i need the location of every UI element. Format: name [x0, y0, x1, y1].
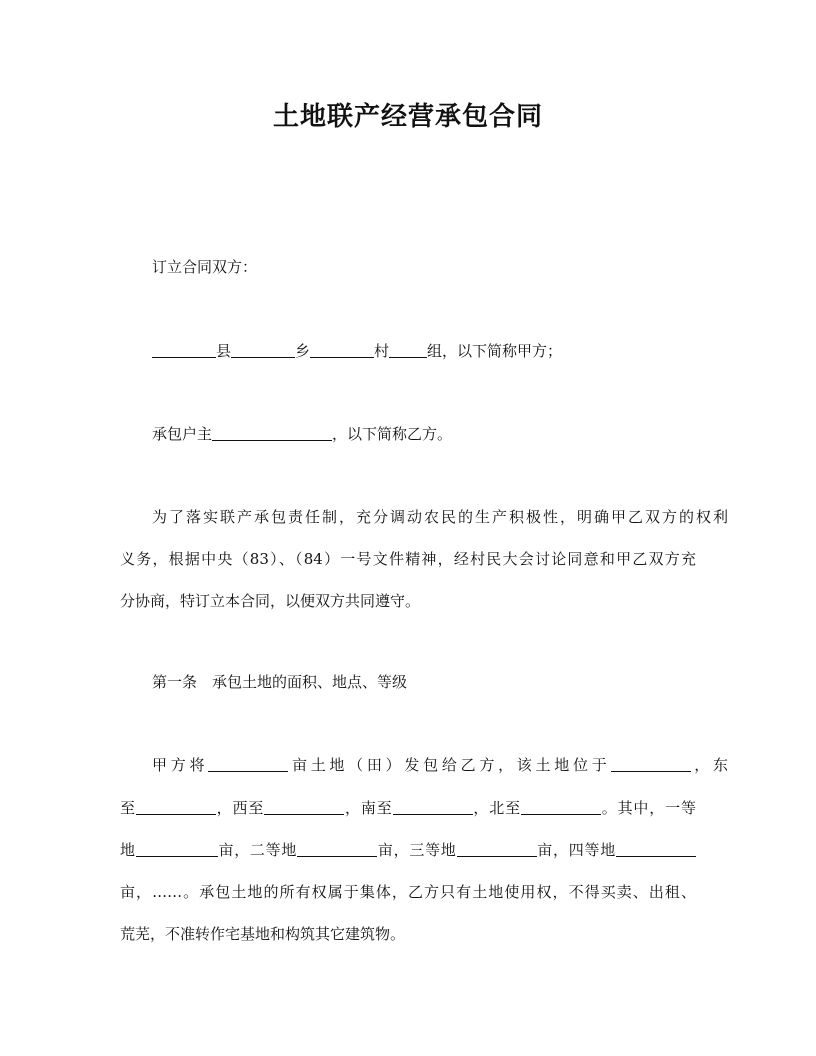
- text-segment: ，西至: [215, 799, 265, 817]
- text-segment: 亩，二等地: [217, 841, 298, 859]
- north-boundary-blank[interactable]: [521, 798, 601, 815]
- text-segment: 亩，四等地: [536, 841, 616, 859]
- east-boundary-blank[interactable]: [136, 798, 216, 815]
- text-segment: 地: [120, 841, 136, 859]
- article-1-line-3: [120, 840, 696, 860]
- text-segment: ，北至: [472, 799, 521, 817]
- article-1-line-2: [120, 798, 696, 818]
- purpose-line-3: 分协商，特订立本合同，以便双方共同遵守。: [120, 592, 421, 610]
- county-label: 县: [216, 342, 232, 360]
- group-label: 组，以下简称甲方；: [427, 342, 563, 360]
- grade-1-area-blank[interactable]: [136, 840, 218, 857]
- party-a-line: [120, 341, 728, 361]
- party-b-suffix: ，以下简称乙方。: [332, 425, 453, 443]
- grade-4-area-blank[interactable]: [616, 840, 696, 857]
- total-area-blank[interactable]: [208, 755, 288, 772]
- article-1-line-1: [120, 755, 728, 775]
- township-blank[interactable]: [231, 341, 295, 358]
- text-segment: 。其中，一等: [600, 799, 696, 817]
- village-label: 村: [374, 342, 390, 360]
- text-segment: ，南至: [344, 799, 393, 817]
- west-boundary-blank[interactable]: [264, 798, 344, 815]
- household-head-blank[interactable]: [212, 424, 332, 441]
- text-segment: 亩，三等地: [377, 841, 457, 859]
- location-blank[interactable]: [611, 755, 691, 772]
- grade-3-area-blank[interactable]: [457, 840, 537, 857]
- south-boundary-blank[interactable]: [393, 798, 473, 815]
- purpose-line-2: 义务，根据中央（83）、（84）一号文件精神，经村民大会讨论同意和甲乙双方充: [120, 550, 696, 568]
- county-blank[interactable]: [152, 341, 216, 358]
- text-segment: 甲方将: [152, 756, 209, 774]
- text-segment: 亩土地（田）发包给乙方，该土地位于: [288, 756, 611, 774]
- party-b-line: [120, 424, 728, 444]
- purpose-line-1: 为了落实联产承包责任制，充分调动农民的生产积极性，明确甲乙双方的权利: [152, 508, 728, 526]
- text-segment: 至: [120, 799, 136, 817]
- article-1-line-4: 亩，……。承包土地的所有权属于集体，乙方只有土地使用权，不得买卖、出租、: [120, 883, 696, 901]
- household-head-label: 承包户主: [152, 425, 213, 443]
- document-title: 土地联产经营承包合同: [272, 102, 543, 132]
- grade-2-area-blank[interactable]: [297, 840, 377, 857]
- article-1-line-5: 荒芜，不准转作宅基地和构筑其它建筑物。: [120, 925, 406, 943]
- township-label: 乡: [295, 342, 311, 360]
- parties-heading: 订立合同双方：: [152, 258, 258, 276]
- text-segment: ，东: [690, 756, 728, 774]
- article-1-heading: 第一条 承包土地的面积、地点、等级: [152, 673, 408, 691]
- group-blank[interactable]: [389, 341, 427, 358]
- village-blank[interactable]: [310, 341, 374, 358]
